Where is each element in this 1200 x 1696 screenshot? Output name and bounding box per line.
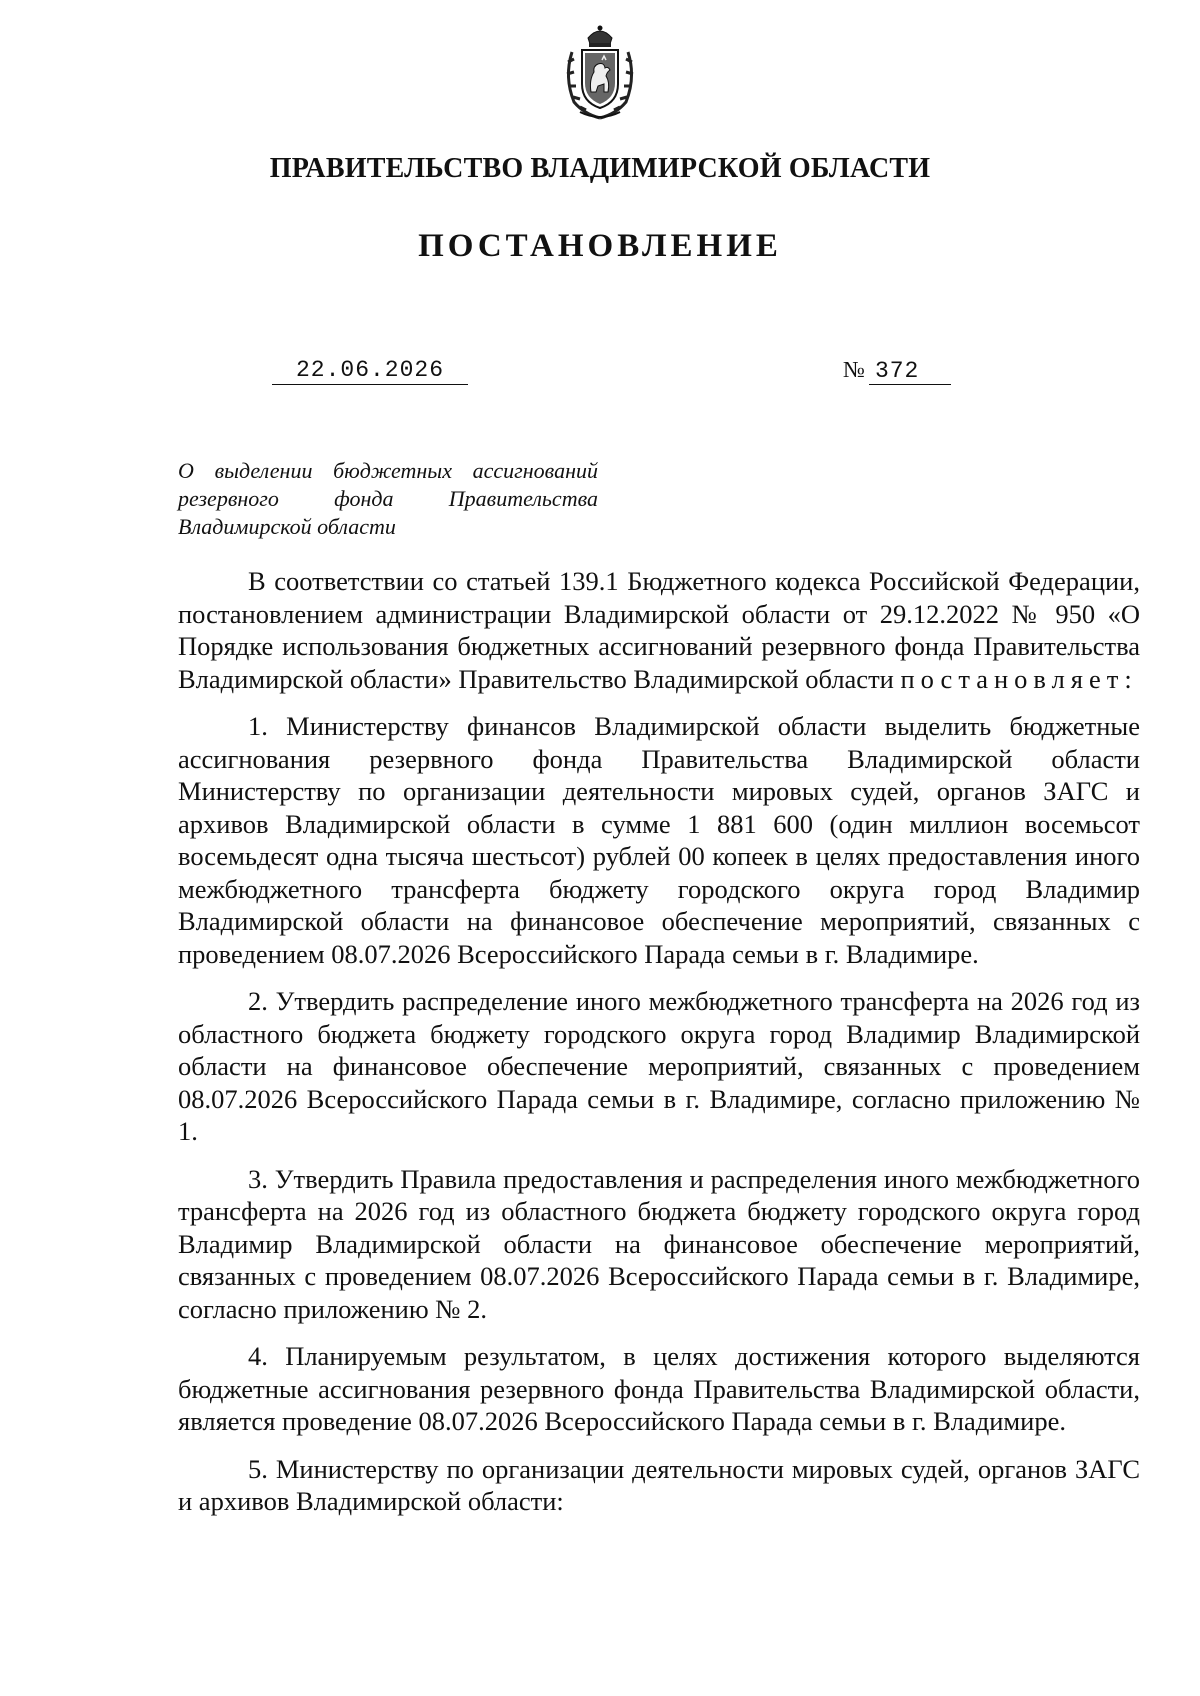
- clause-paragraph: 1. Министерству финансов Владимирской области выделить бюджетные ассигнования резервного фонда Правительства Владимирской области Министерству по организации деятельности мировых судей, органов ЗАГС и архивов Владимирской области в сумме 1 881 600 (один миллион восемьсот восемьдесят одна тысяча шестьсот) рублей 00 копеек в целях предоставления иного межбюджетного трансферта бюджету городского округа город Владимир Владимирской области на финансовое обеспечение мероприятий, связанных с проведением 08.07.2026 Всероссийского Парада семьи в г. Владимире.: [178, 711, 1140, 969]
- subject-line: Владимирской области: [178, 514, 396, 539]
- clause-paragraph: 3. Утвердить Правила предоставления и распределения иного межбюджетного трансферта на 2026 год из областного бюджета бюджету городского округа город Владимир Владимирской области на финансовое обеспечение мероприятий, связанных с проведением 08.07.2026 Всероссийского Парада семьи в г. Владимире, согласно приложению № 2.: [178, 1163, 1140, 1324]
- document-date: 22.06.2026: [272, 357, 468, 385]
- number-sign: №: [843, 357, 865, 382]
- document-body: [178, 565, 1140, 1533]
- subject-line: О выделении бюджетных ассигнований: [178, 458, 598, 483]
- preamble-verb: постановляет: [900, 663, 1125, 694]
- document-subject: [178, 457, 598, 541]
- clause-paragraph: 2. Утвердить распределение иного межбюджетного трансферта на 2026 год из областного бюджета бюджету городского округа город Владимир Владимирской области на финансовое обеспечение мероприятий, связанных с проведением 08.07.2026 Всероссийского Парада семьи в г. Владимире, согласно приложению № 1.: [178, 986, 1140, 1146]
- document-number: [843, 357, 983, 385]
- clause-paragraph: 5. Министерству по организации деятельности мировых судей, органов ЗАГС и архивов Владимирской области:: [178, 1453, 1140, 1516]
- organization-title: ПРАВИТЕЛЬСТВО ВЛАДИМИРСКОЙ ОБЛАСТИ: [269, 153, 931, 184]
- document-type-title: ПОСТАНОВЛЕНИЕ: [418, 228, 782, 264]
- subject-line: резервного фонда Правительства: [178, 486, 598, 511]
- coat-of-arms-emblem: [558, 22, 642, 122]
- preamble-text: В соответствии со статьей 139.1 Бюджетного кодекса Российской Федерации, постановлением администрации Владимирской области от 29.12.2022 № 950 «О Порядке использования бюджетных ассигнований резервного фонда Правительства Владимирской области» Правительство Владимирской области: [178, 566, 1140, 694]
- number-value: 372: [869, 358, 951, 385]
- preamble-paragraph: [178, 565, 1140, 695]
- clause-paragraph: 4. Планируемым результатом, в целях достижения которого выделяются бюджетные ассигнования резервного фонда Правительства Владимирской области, является проведение 08.07.2026 Всероссийского Парада семьи в г. Владимире.: [178, 1341, 1140, 1436]
- preamble-end: :: [1124, 663, 1132, 694]
